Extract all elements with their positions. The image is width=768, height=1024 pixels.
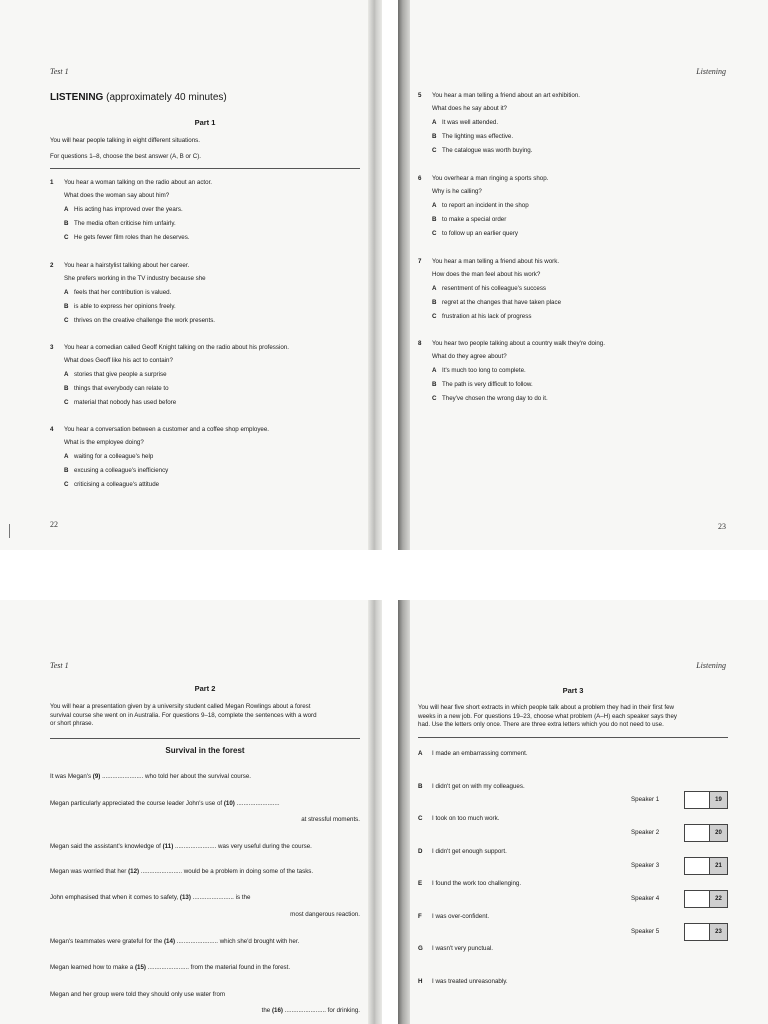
- option-row: [418, 783, 525, 790]
- book-spine-shadow: [398, 0, 410, 550]
- option-text: He gets fewer film roles than he deserves.: [74, 234, 190, 241]
- option-text: frustration at his lack of progress: [442, 313, 532, 320]
- option-letter: B: [432, 216, 437, 223]
- option-letter: B: [64, 385, 69, 392]
- answer-box[interactable]: [684, 857, 728, 875]
- option-text: excusing a colleague's inefficiency: [74, 467, 169, 474]
- question-prompt: What does he say about it?: [432, 105, 507, 112]
- option-text: The media often criticise him unfairly.: [74, 220, 176, 227]
- page-gap: [0, 550, 768, 600]
- section-heading: Survival in the forest: [165, 746, 245, 755]
- answer-option: [432, 202, 529, 209]
- sentence-line: [50, 991, 225, 998]
- part-heading: Part 3: [562, 686, 584, 695]
- intro-text: You will hear five short extracts in which people talk about a problem they had in their first few weeks in a new job. For questions 19–23, choose what problem (A–H) each speaker says they had. Use the letters only once. There are three extra letters which you do not need to use.: [418, 704, 677, 728]
- option-letter: B: [64, 467, 69, 474]
- sentence-line: [50, 964, 290, 971]
- option-text: is able to express her opinions freely.: [74, 303, 176, 310]
- question-text: You hear a woman talking on the radio about an actor.: [64, 179, 213, 186]
- question-number: 3: [50, 344, 54, 351]
- sentence-text: ........................ would be a problem in doing some of the tasks.: [139, 868, 314, 875]
- gap-number: (12): [128, 868, 140, 875]
- question-text: You hear a conversation between a customer and a coffee shop employee.: [64, 426, 270, 433]
- sentence-line: [50, 894, 250, 901]
- question-item: [418, 92, 738, 164]
- option-row: [418, 815, 499, 822]
- option-text: feels that her contribution is valued.: [74, 289, 172, 296]
- option-letter: A: [432, 202, 437, 209]
- question-item: [418, 258, 738, 330]
- option-text: regret at the changes that have taken place: [442, 299, 562, 306]
- sentence-text: the: [261, 1007, 272, 1014]
- gap-number: (9): [92, 773, 101, 780]
- question-text: You hear a comedian called Geoff Knight talking on the radio about his profession.: [64, 344, 289, 351]
- answer-option: [64, 467, 168, 474]
- option-row: [418, 978, 508, 985]
- option-letter: D: [418, 847, 423, 855]
- option-letter: C: [418, 815, 423, 822]
- option-letter: A: [418, 750, 423, 757]
- running-head: Listening: [696, 67, 726, 76]
- divider: [50, 738, 360, 739]
- sentence-text: ........................ is the: [190, 894, 251, 901]
- option-text: I didn't get enough support.: [432, 847, 507, 855]
- sentence-text: Megan particularly appreciated the course leader John's use of: [50, 800, 224, 807]
- listening-title: LISTENING (approximately 40 minutes): [50, 92, 227, 103]
- answer-option: [64, 371, 167, 378]
- option-text: waiting for a colleague's help: [74, 453, 154, 460]
- option-letter: A: [64, 289, 69, 296]
- option-letter: G: [418, 945, 423, 952]
- question-text: You hear a man telling a friend about an art exhibition.: [432, 92, 581, 99]
- question-item: [418, 340, 738, 412]
- gap-number: (15): [134, 964, 146, 971]
- answer-option: [432, 381, 533, 388]
- sentence-text: John emphasised that when it comes to safety,: [50, 894, 180, 901]
- option-text: to follow up an earlier query: [442, 230, 519, 237]
- option-text: His acting has improved over the years.: [74, 206, 183, 213]
- sentence-line: [290, 911, 360, 918]
- question-number: 19: [709, 792, 727, 808]
- question-number: 4: [50, 426, 54, 433]
- answer-option: [64, 317, 215, 324]
- answer-option: [432, 313, 531, 320]
- sentence-text: Megan and her group were told they should only use water from: [50, 991, 226, 998]
- sentence-text: ........................ was very useful during the course.: [173, 843, 312, 850]
- option-letter: B: [64, 303, 69, 310]
- option-letter: B: [432, 133, 437, 140]
- speaker-label: Speaker 1: [631, 796, 660, 803]
- answer-option: [432, 147, 532, 154]
- answer-option: [64, 385, 169, 392]
- answer-box[interactable]: [684, 923, 728, 941]
- option-row: [418, 750, 528, 757]
- option-letter: C: [64, 399, 69, 406]
- question-prompt: How does the man feel about his work?: [432, 271, 541, 278]
- option-text: I was treated unreasonably.: [432, 977, 508, 985]
- scan-mark: [9, 524, 10, 538]
- sentence-text: Megan said the assistant's knowledge of: [50, 843, 163, 850]
- page-number: 23: [718, 522, 726, 531]
- option-row: [418, 848, 507, 855]
- option-letter: A: [64, 453, 69, 460]
- question-prompt: What does Geoff like his act to contain?: [64, 357, 173, 364]
- speaker-label: Speaker 3: [631, 862, 660, 869]
- divider: [418, 737, 728, 738]
- sentence-line: [50, 800, 280, 807]
- answer-option: [432, 299, 561, 306]
- answer-option: [64, 453, 153, 460]
- page-23: [398, 0, 768, 550]
- answer-option: [64, 289, 171, 296]
- option-text: I took on too much work.: [432, 815, 500, 822]
- answer-option: [64, 206, 183, 213]
- page-part-3: [398, 600, 768, 1024]
- sentence-text: It was Megan's: [50, 773, 93, 780]
- answer-option: [432, 216, 506, 223]
- sentence-text: at stressful moments.: [301, 816, 360, 823]
- question-item: [50, 344, 370, 416]
- option-text: I found the work too challenging.: [432, 880, 522, 887]
- book-spine: [368, 600, 382, 1024]
- option-text: resentment of his colleague's success: [442, 285, 547, 292]
- answer-option: [64, 399, 176, 406]
- speaker-label: Speaker 4: [631, 895, 660, 902]
- option-text: I didn't get on with my colleagues.: [432, 782, 525, 790]
- book-spine: [368, 0, 382, 550]
- page-part-2: [0, 600, 372, 1024]
- sentence-line: [262, 1007, 360, 1014]
- page-number: 22: [50, 520, 58, 529]
- option-text: things that everybody can relate to: [74, 385, 169, 392]
- question-number: 7: [418, 258, 422, 265]
- answer-box[interactable]: [684, 824, 728, 842]
- sentence-text: ........................ from the material found in the forest.: [145, 964, 291, 971]
- option-text: material that nobody has used before: [74, 399, 177, 406]
- answer-option: [64, 303, 176, 310]
- question-text: You hear a hairstylist talking about her career.: [64, 262, 190, 269]
- question-number: 8: [418, 340, 422, 347]
- sentence-line: [50, 773, 251, 780]
- answer-option: [64, 481, 159, 488]
- gap-number: (11): [162, 843, 174, 850]
- question-item: [50, 426, 370, 498]
- part-heading: Part 2: [194, 684, 216, 693]
- answer-option: [432, 395, 548, 402]
- answer-option: [432, 367, 526, 374]
- sentence-text: Megan was worried that her: [50, 868, 129, 875]
- answer-option: [432, 230, 518, 237]
- option-letter: C: [432, 147, 437, 154]
- option-text: I was over-confident.: [432, 912, 490, 920]
- running-head: Test 1: [50, 661, 69, 670]
- question-prompt: What is the employee doing?: [64, 439, 144, 446]
- option-text: I made an embarrassing comment.: [432, 750, 528, 757]
- question-number: 2: [50, 262, 54, 269]
- intro-text: You will hear people talking in eight different situations.: [50, 137, 200, 144]
- option-text: The catalogue was worth buying.: [442, 147, 533, 154]
- sentence-text: ........................ for drinking.: [282, 1007, 360, 1014]
- speaker-label: Speaker 5: [631, 928, 660, 935]
- question-text: You hear two people talking about a country walk they're doing.: [432, 340, 605, 347]
- option-letter: C: [432, 230, 437, 237]
- option-letter: A: [432, 119, 437, 126]
- question-text: You hear a man telling a friend about his work.: [432, 258, 560, 265]
- option-text: The path is very difficult to follow.: [442, 381, 533, 388]
- option-letter: A: [64, 371, 69, 378]
- question-number: 5: [418, 92, 422, 99]
- option-text: stories that give people a surprise: [74, 371, 167, 378]
- option-letter: C: [64, 317, 69, 324]
- option-row: [418, 913, 489, 920]
- question-prompt: She prefers working in the TV industry because she: [64, 275, 206, 282]
- option-text: to report an incident in the shop: [442, 202, 529, 209]
- option-letter: B: [64, 220, 69, 227]
- answer-option: [432, 133, 513, 140]
- running-head: Test 1: [50, 67, 69, 76]
- option-letter: B: [432, 299, 437, 306]
- question-number: 22: [709, 891, 727, 907]
- sentence-text: ........................ who told her about the survival course.: [100, 773, 251, 780]
- question-number: 6: [418, 175, 422, 182]
- question-number: 1: [50, 179, 54, 186]
- speaker-label: Speaker 2: [631, 829, 660, 836]
- intro-text: You will hear a presentation given by a university student called Megan Rowlings about a forest survival course she went on in Australia. For questions 9–18, complete the sentences with a word or short phrase.: [50, 703, 317, 727]
- answer-option: [432, 119, 498, 126]
- answer-box[interactable]: [684, 890, 728, 908]
- question-item: [50, 179, 370, 251]
- question-text: You overhear a man ringing a sports shop.: [432, 175, 549, 182]
- option-letter: F: [418, 912, 422, 920]
- sentence-text: most dangerous reaction.: [290, 911, 360, 918]
- option-letter: A: [64, 206, 69, 213]
- question-item: [50, 262, 370, 334]
- page-22: [0, 0, 372, 550]
- option-letter: B: [432, 381, 437, 388]
- sentence-line: [50, 868, 313, 875]
- option-row: [418, 880, 521, 887]
- gap-number: (14): [164, 938, 176, 945]
- sentence-text: Megan learned how to make a: [50, 964, 135, 971]
- question-prompt: What do they agree about?: [432, 353, 507, 360]
- option-letter: C: [64, 234, 69, 241]
- option-letter: A: [432, 367, 437, 374]
- option-text: It was well attended.: [442, 119, 499, 126]
- option-text: The lighting was effective.: [442, 133, 514, 140]
- gap-number: (10): [223, 800, 235, 807]
- part-heading: Part 1: [194, 118, 216, 127]
- gap-number: (16): [271, 1007, 283, 1014]
- question-prompt: Why is he calling?: [432, 188, 482, 195]
- question-number: 23: [709, 924, 727, 940]
- option-text: thrives on the creative challenge the work presents.: [74, 317, 216, 324]
- option-text: criticising a colleague's attitude: [74, 481, 160, 488]
- answer-option: [64, 234, 190, 241]
- option-letter: C: [432, 395, 437, 402]
- question-prompt: What does the woman say about him?: [64, 192, 170, 199]
- sentence-text: Megan's teammates were grateful for the: [50, 938, 164, 945]
- running-head: Listening: [696, 661, 726, 670]
- option-letter: A: [432, 285, 437, 292]
- option-text: to make a special order: [442, 216, 507, 223]
- sentence-text: .........................: [234, 800, 280, 807]
- option-letter: H: [418, 977, 423, 985]
- option-letter: E: [418, 880, 423, 887]
- gap-number: (13): [179, 894, 191, 901]
- sentence-line: [50, 938, 299, 945]
- sentence-line: [50, 843, 312, 850]
- answer-option: [64, 220, 176, 227]
- option-letter: B: [418, 782, 423, 790]
- option-letter: C: [64, 481, 69, 488]
- question-number: 21: [709, 858, 727, 874]
- instruction-text: For questions 1–8, choose the best answer (A, B or C).: [50, 153, 201, 160]
- question-item: [418, 175, 738, 247]
- option-row: [418, 945, 493, 952]
- option-text: It's much too long to complete.: [442, 367, 526, 374]
- option-text: They've chosen the wrong day to do it.: [442, 395, 548, 402]
- sentence-line: [301, 816, 360, 823]
- sentence-text: ........................ which she'd brought with her.: [175, 938, 300, 945]
- option-text: I wasn't very punctual.: [432, 945, 494, 952]
- book-spine-shadow: [398, 600, 410, 1024]
- option-letter: C: [432, 313, 437, 320]
- question-number: 20: [709, 825, 727, 841]
- answer-box[interactable]: [684, 791, 728, 809]
- divider: [50, 168, 360, 169]
- answer-option: [432, 285, 546, 292]
